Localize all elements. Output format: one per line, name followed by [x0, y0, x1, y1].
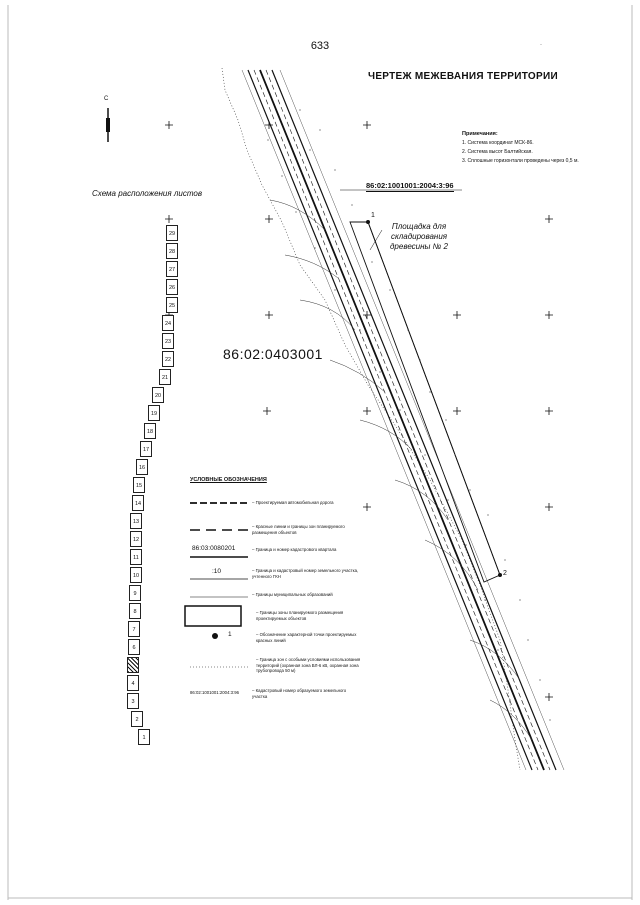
note-item: 1. Система координат МСК-86. [462, 140, 534, 146]
storage-site-boundary [350, 222, 500, 582]
sheet-box: 9 [129, 585, 141, 601]
sheet-box: 18 [144, 423, 156, 439]
legend-point-sample: 1 [228, 631, 232, 638]
note-item: 3. Сплошные горизонтали проведены через 0,5 м. [462, 158, 579, 164]
sheet-box [127, 657, 139, 673]
storage-site-label: Площадка для складирования древесины № 2 [390, 222, 448, 251]
legend-title: УСЛОВНЫЕ ОБОЗНАЧЕНИЯ [190, 477, 267, 483]
notes-heading: Примечания: [462, 131, 498, 137]
sheet-box: 1 [138, 729, 150, 745]
sheet-box: 23 [162, 333, 174, 349]
cadastral-quarter-number: 86:02:0403001 [223, 346, 323, 362]
point-1-label: 1 [371, 212, 375, 219]
north-label: С [104, 96, 109, 102]
sheet-box: 10 [130, 567, 142, 583]
legend-item: – Красные линии и границы зон планируемого размещения объектов [252, 524, 345, 535]
legend-item: – Граница и номер кадастрового квартала [252, 547, 337, 552]
sheet-box: 15 [133, 477, 145, 493]
sheet-box: 25 [166, 297, 178, 313]
legend-new-parcel-sample: 86:02:1001001:2004:3:96 [190, 690, 239, 695]
sheet-box: 28 [166, 243, 178, 259]
sheet-box: 27 [166, 261, 178, 277]
sheet-box: 13 [130, 513, 142, 529]
sheet-box: 12 [130, 531, 142, 547]
sheet-box: 21 [159, 369, 171, 385]
sheet-box: 14 [132, 495, 144, 511]
point-1-marker [366, 220, 370, 224]
sheet-box: 8 [129, 603, 141, 619]
forest-dots [267, 109, 550, 750]
sheet-box: 4 [127, 675, 139, 691]
point-2-marker [498, 573, 502, 577]
sheet-box: 26 [166, 279, 178, 295]
notes-block [462, 130, 579, 166]
sheet-box: 20 [152, 387, 164, 403]
sheet-box: 3 [127, 693, 139, 709]
legend-item: – Граница и кадастровый номер земельного участка, учтенного ГКН [252, 568, 359, 579]
legend-item: – Проектируемая автомобильная дорога [252, 500, 334, 505]
note-item: 2. Система высот Балтийская. [462, 149, 533, 155]
page-number: 633 [310, 40, 330, 52]
legend-item: – Кадастровый номер образуемого земельного участка [252, 688, 347, 699]
sheet-box: 22 [162, 351, 174, 367]
sheet-box: 17 [140, 441, 152, 457]
corner-dot: · [540, 42, 542, 48]
sheet-box: 29 [166, 225, 178, 241]
sheet-scheme-label: Схема расположения листов [92, 189, 203, 198]
sheet-box: 2 [131, 711, 143, 727]
legend-item: – Границы зоны планируемого размещения проектируемых объектов [256, 610, 344, 621]
north-arrow-icon [106, 108, 110, 142]
point-2-label: 2 [503, 570, 507, 577]
legend-symbols [185, 503, 248, 667]
sheet-box: 7 [128, 621, 140, 637]
parcel-number: 86:02:1001001:2004:3:96 [366, 181, 454, 190]
sheet-box: 16 [136, 459, 148, 475]
legend-item: – Граница зон с особыми условиями использования территорий (охранная зона ВЛ-6 кВ, охранная зона трубопровода 50 м) [256, 657, 361, 673]
map-title: ЧЕРТЕЖ МЕЖЕВАНИЯ ТЕРРИТОРИИ [368, 71, 558, 82]
legend-item: – Обозначение характерной точки проектируемых красных линий [256, 632, 357, 643]
legend-quarter-sample: 86:03:0080201 [192, 545, 236, 552]
sheet-box: 6 [128, 639, 140, 655]
sheet-box: 24 [162, 315, 174, 331]
legend-item: – Границы муниципальных образований [252, 592, 333, 597]
sheet-box: 11 [130, 549, 142, 565]
sheet-box: 19 [148, 405, 160, 421]
legend-parcel-sample: :10 [212, 568, 222, 575]
